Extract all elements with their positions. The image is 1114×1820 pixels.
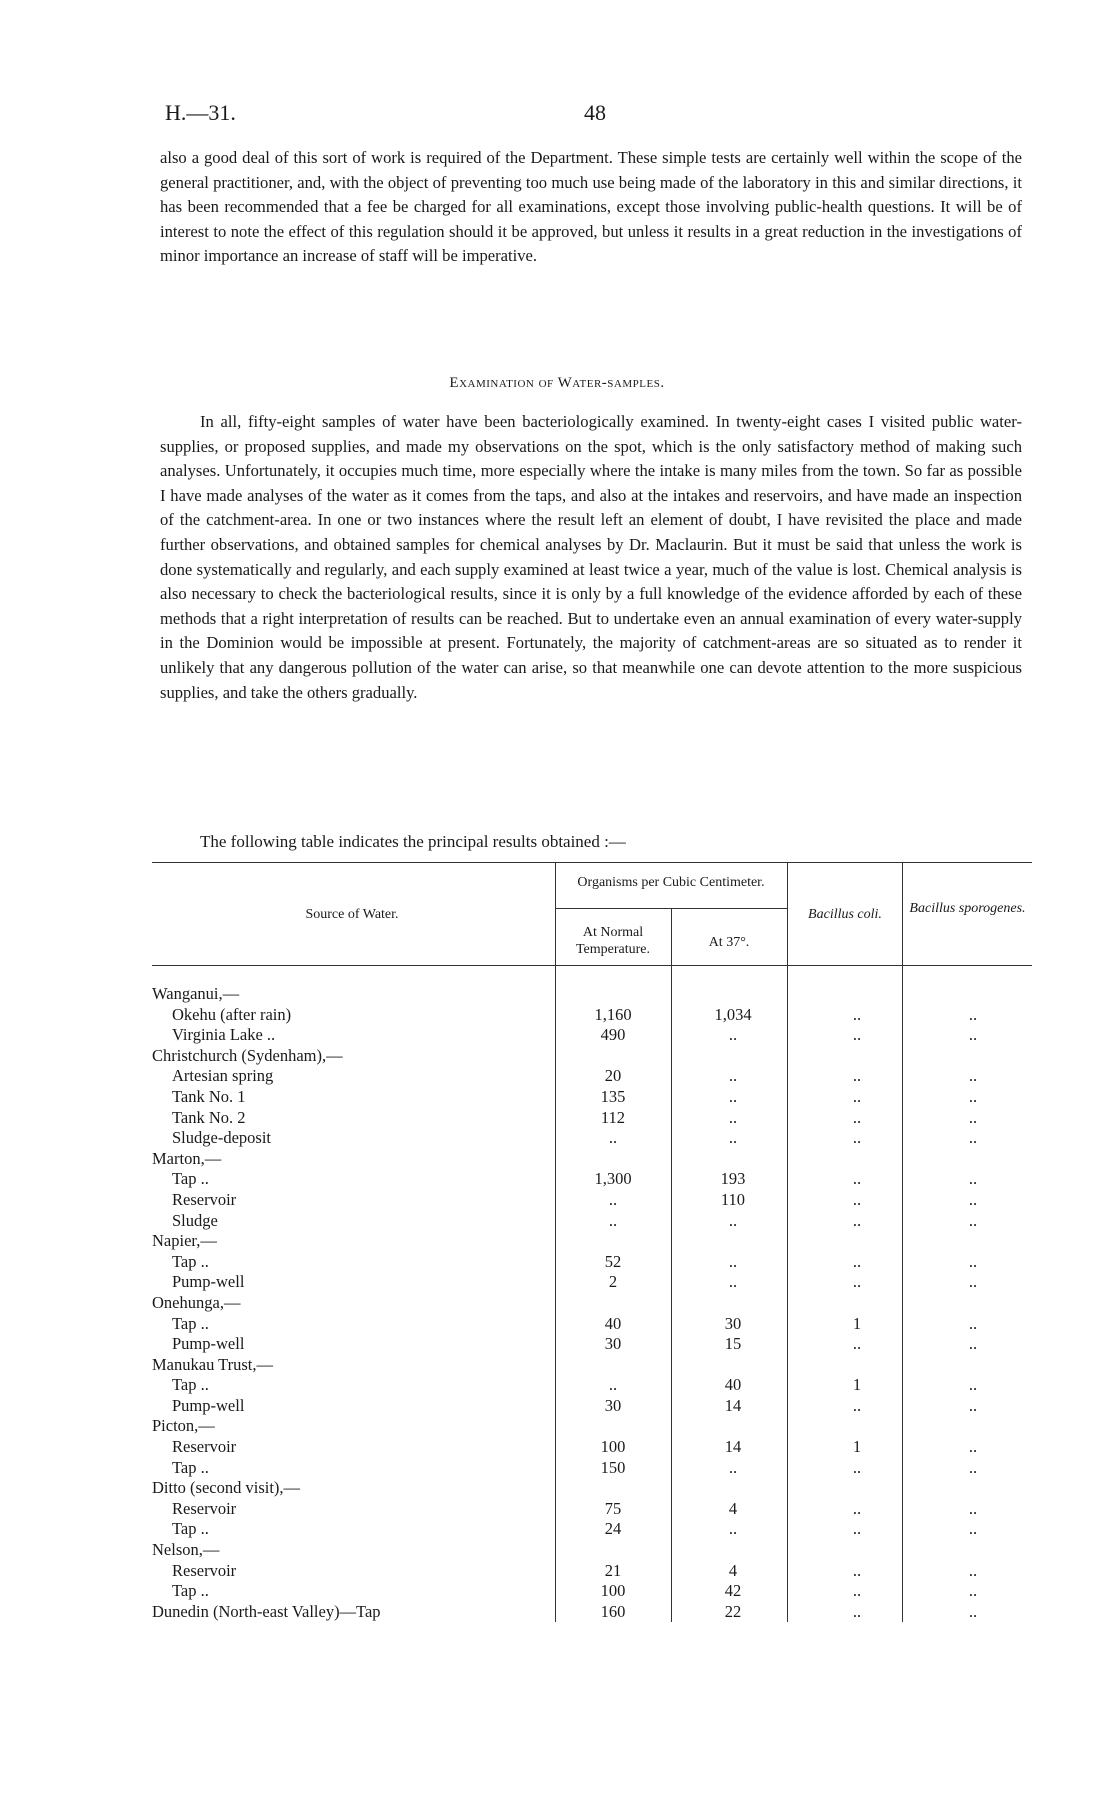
row-source-label: Tap .. [172,1375,209,1395]
cell-normal-temperature: .. [608,1128,618,1148]
table-header-rule [152,965,1032,966]
row-source-label: Reservoir [172,1560,237,1580]
cell-normal-temperature: 112 [600,1107,626,1127]
cell-normal-temperature: 30 [604,1395,622,1415]
cell-bacillus-coli: .. [852,1251,862,1271]
row-source-label: Onehunga,— [152,1292,241,1312]
cell-bacillus-sporogenes: .. [968,1066,978,1086]
row-source-label: Sludge-deposit [172,1128,271,1148]
row-source-label: Pump-well [172,1395,245,1415]
row-source-label: Artesian spring [172,1066,274,1086]
cell-normal-temperature: 30 [604,1334,622,1354]
row-source-label: Pump-well [172,1272,245,1292]
cell-bacillus-coli: .. [852,1004,862,1024]
row-source-label: Okehu (after rain) [172,1004,292,1024]
table-row [152,1272,1032,1293]
cell-bacillus-coli: .. [852,1581,862,1601]
row-source-label: Manukau Trust,— [152,1354,274,1374]
cell-normal-temperature: 490 [600,1025,626,1045]
table-row [152,1375,1032,1396]
cell-normal-temperature: .. [608,1189,618,1209]
cell-bacillus-coli: .. [852,1086,862,1106]
cell-bacillus-coli: .. [852,1128,862,1148]
cell-bacillus-sporogenes: .. [968,1210,978,1230]
row-source-label: Reservoir [172,1189,237,1209]
cell-bacillus-coli: .. [852,1210,862,1230]
cell-bacillus-coli: .. [852,1395,862,1415]
table-row [152,1108,1032,1129]
row-source-label: Virginia Lake .. [172,1025,276,1045]
cell-bacillus-sporogenes: .. [968,1086,978,1106]
cell-bacillus-coli: .. [852,1066,862,1086]
row-source-label: Reservoir [172,1498,237,1518]
cell-bacillus-sporogenes: .. [968,1025,978,1045]
cell-bacillus-coli: .. [852,1107,862,1127]
table-row [152,984,1032,1005]
cell-bacillus-coli: .. [852,1334,862,1354]
table-row [152,1293,1032,1314]
row-source-label: Napier,— [152,1231,217,1251]
row-source-label: Tank No. 2 [172,1107,246,1127]
cell-bacillus-sporogenes: .. [968,1601,978,1621]
table-row [152,1334,1032,1355]
table-top-rule [152,862,1032,863]
cell-at-37: .. [728,1251,738,1271]
paragraph-water-samples: In all, fifty-eight samples of water have been bacteriologically examined. In twenty-eight cases I visited public water-supplies, or proposed supplies, and made my observations on the spot, which is the only satisfactory method of making such analyses. Unfortunately, it occupies much time, more especially where the intake is many miles from the town. So far as possible I have made analyses of the water as it comes from the taps, and also at the intakes and reservoirs, and have made an inspection of the catchment-area. In one or two instances where the result left an element of doubt, I have revisited the place and made further observations, and obtained samples for chemical analyses by Dr. Maclaurin. But it must be said that unless the work is done systematically and regularly, and each supply examined at least twice a year, much of the value is lost. Chemical analysis is also necessary to check the bacteriological results, since it is only by a full knowledge of the evidence afforded by each of these methods that a right interpretation of results can be reached. But to undertake even an annual examination of every water-supply in the Dominion would be impossible at present. Fortunately, the majority of catchment-areas are so situated as to render it unlikely that any dangerous pollution of the water can arise, so that meanwhile one can devote attention to the more suspicious supplies, and take the others gradually. [160,412,1022,702]
cell-at-37: 30 [724,1313,742,1333]
row-source-label: Tap .. [172,1519,209,1539]
cell-normal-temperature: 1,160 [594,1004,632,1024]
cell-bacillus-coli: 1 [852,1437,862,1457]
header-at-37: At 37°. [708,935,750,950]
table-row [152,1046,1032,1067]
cell-bacillus-coli: 1 [852,1375,862,1395]
cell-normal-temperature: 100 [600,1437,626,1457]
table-row [152,1437,1032,1458]
row-source-label: Ditto (second visit),— [152,1478,301,1498]
row-source-label: Tap .. [172,1313,209,1333]
row-source-label: Wanganui,— [152,984,240,1003]
cell-at-37: 110 [720,1189,746,1209]
cell-normal-temperature: 52 [604,1251,622,1271]
header-source: Source of Water. [305,907,399,922]
table-row [152,1169,1032,1190]
cell-at-37: .. [728,1457,738,1477]
cell-normal-temperature: 20 [604,1066,622,1086]
cell-at-37: .. [728,1272,738,1292]
table-row [152,1128,1032,1149]
cell-normal-temperature: 75 [604,1498,622,1518]
cell-bacillus-coli: 1 [852,1313,862,1333]
cell-at-37: .. [728,1086,738,1106]
table-row [152,1149,1032,1170]
table-body [152,984,1032,1622]
row-source-label: Marton,— [152,1148,222,1168]
document-reference: H.—31. [165,100,236,125]
table-row [152,1066,1032,1087]
row-source-label: Christchurch (Sydenham),— [152,1045,343,1065]
table-row [152,1519,1032,1540]
cell-normal-temperature: .. [608,1210,618,1230]
cell-bacillus-sporogenes: .. [968,1375,978,1395]
cell-bacillus-sporogenes: .. [968,1457,978,1477]
cell-bacillus-coli: .. [852,1519,862,1539]
row-source-label: Tap .. [172,1581,209,1601]
table-row [152,1314,1032,1335]
cell-at-37: .. [728,1519,738,1539]
cell-normal-temperature: 24 [604,1519,622,1539]
cell-normal-temperature: .. [608,1375,618,1395]
row-source-label: Pump-well [172,1334,245,1354]
cell-bacillus-coli: .. [852,1025,862,1045]
cell-normal-temperature: 100 [600,1581,626,1601]
cell-bacillus-sporogenes: .. [968,1251,978,1271]
table-row [152,1252,1032,1273]
cell-at-37: 14 [724,1395,742,1415]
cell-bacillus-sporogenes: .. [968,1498,978,1518]
cell-bacillus-sporogenes: .. [968,1107,978,1127]
table-intro: The following table indicates the principal results obtained :— [200,832,626,851]
row-source-label: Tap .. [172,1251,209,1271]
cell-bacillus-coli: .. [852,1560,862,1580]
cell-at-37: 15 [724,1334,742,1354]
row-source-label: Tap .. [172,1169,209,1189]
cell-bacillus-sporogenes: .. [968,1004,978,1024]
table-row [152,1499,1032,1520]
row-source-label: Sludge [172,1210,218,1230]
table-row [152,1025,1032,1046]
cell-bacillus-sporogenes: .. [968,1313,978,1333]
header-bacillus-coli: Bacillus coli. [808,907,882,922]
cell-at-37: 22 [724,1601,742,1621]
table-row [152,1458,1032,1479]
header-normal-temperature: At Normal Temperature. [575,925,651,957]
cell-bacillus-coli: .. [852,1272,862,1292]
cell-bacillus-sporogenes: .. [968,1395,978,1415]
row-source-label: Picton,— [152,1416,215,1436]
row-source-label: Dunedin (North-east Valley)—Tap [152,1601,381,1621]
cell-at-37: .. [728,1210,738,1230]
cell-bacillus-sporogenes: .. [968,1189,978,1209]
cell-at-37: 1,034 [714,1004,752,1024]
cell-bacillus-sporogenes: .. [968,1169,978,1189]
cell-bacillus-sporogenes: .. [968,1334,978,1354]
cell-at-37: 14 [724,1437,742,1457]
cell-at-37: 4 [728,1560,738,1580]
table-row [152,1416,1032,1437]
cell-normal-temperature: 1,300 [594,1169,632,1189]
cell-at-37: 4 [728,1498,738,1518]
cell-normal-temperature: 21 [604,1560,622,1580]
cell-bacillus-coli: .. [852,1498,862,1518]
paragraph-continuation: also a good deal of this sort of work is required of the Department. These simple tests are certainly well within the scope of the general practitioner, and, with the object of preventing too much use being made of the laboratory in this and similar directions, it has been recommended that a fee be charged for all examinations, except those involving public-health questions. It will be of interest to note the effect of this regulation should it be approved, but unless it results in a great reduction in the investigations of minor importance an increase of staff will be imperative. [160,148,1022,266]
cell-normal-temperature: 40 [604,1313,622,1333]
cell-at-37: 42 [724,1581,742,1601]
cell-at-37: 40 [724,1375,742,1395]
table-row [152,1211,1032,1232]
cell-at-37: 193 [720,1169,746,1189]
table-row [152,1190,1032,1211]
row-source-label: Tank No. 1 [172,1086,246,1106]
section-heading: Examination of Water-samples. [449,375,665,391]
table-row [152,1602,1032,1623]
cell-at-37: .. [728,1107,738,1127]
cell-bacillus-sporogenes: .. [968,1519,978,1539]
cell-bacillus-coli: .. [852,1189,862,1209]
cell-bacillus-sporogenes: .. [968,1560,978,1580]
table-row [152,1581,1032,1602]
cell-normal-temperature: 150 [600,1457,626,1477]
cell-bacillus-coli: .. [852,1601,862,1621]
table-row [152,1478,1032,1499]
cell-at-37: .. [728,1025,738,1045]
cell-bacillus-coli: .. [852,1457,862,1477]
table-row [152,1540,1032,1561]
header-organisms: Organisms per Cubic Centimeter. [577,875,765,890]
table-row [152,1005,1032,1026]
cell-at-37: .. [728,1128,738,1148]
cell-normal-temperature: 2 [608,1272,618,1292]
row-source-label: Tap .. [172,1457,209,1477]
page-number: 48 [584,100,606,125]
cell-bacillus-sporogenes: .. [968,1128,978,1148]
cell-bacillus-sporogenes: .. [968,1581,978,1601]
table-row [152,1561,1032,1582]
cell-normal-temperature: 135 [600,1086,626,1106]
header-bacillus-sporogenes: Bacillus sporogenes. [909,901,1026,916]
cell-bacillus-coli: .. [852,1169,862,1189]
table-row [152,1231,1032,1252]
table-row [152,1396,1032,1417]
table-row [152,1355,1032,1376]
row-source-label: Nelson,— [152,1540,220,1560]
cell-bacillus-sporogenes: .. [968,1437,978,1457]
cell-at-37: .. [728,1066,738,1086]
cell-normal-temperature: 160 [600,1601,626,1621]
table-row [152,1087,1032,1108]
cell-bacillus-sporogenes: .. [968,1272,978,1292]
row-source-label: Reservoir [172,1437,237,1457]
